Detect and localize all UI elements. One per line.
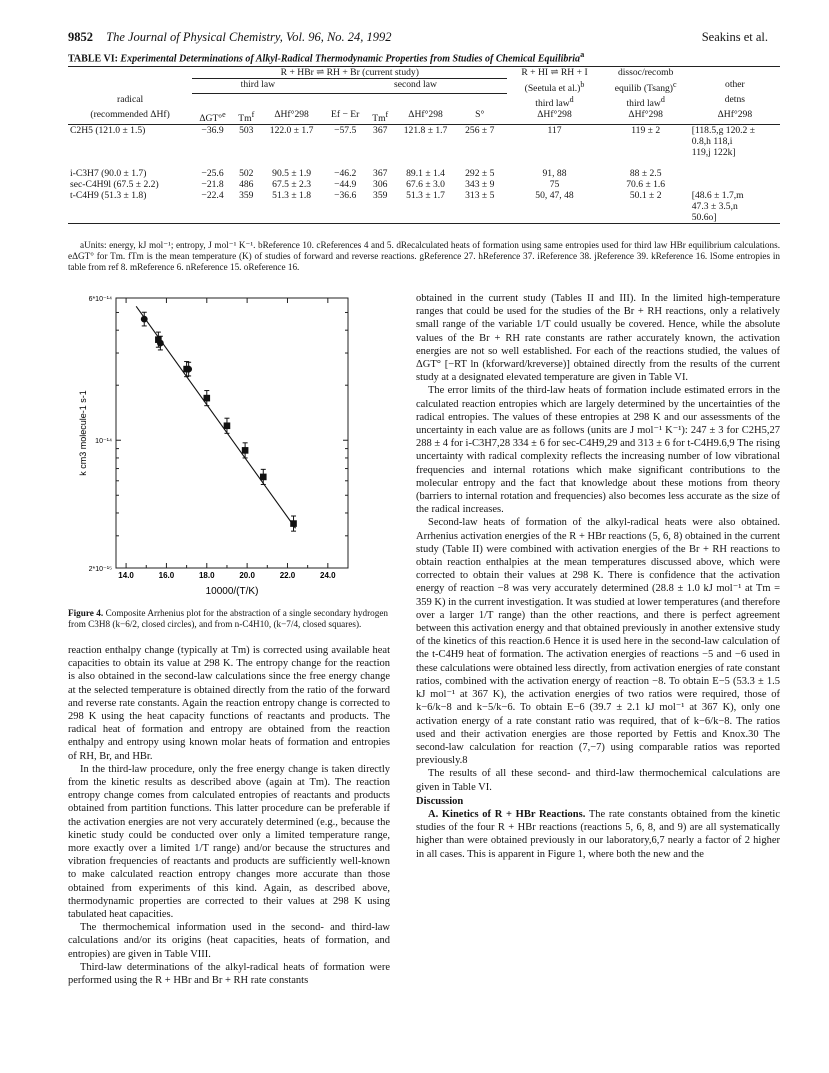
left-paragraph-2: In the third-law procedure, only the free energy change is taken directly from the kinetic results as described above (again at Tm). The reaction entropy change comes from calculated entropies of reactants and products obtained from partition functions. This latter procedure can be preferable if the activation energies are not very accurately determined (e.g., because the kinetic study could be conducted over only a limited temperature range, more exactly over a limited 1/T range) and/or because the structures and vibration frequencies of reactants and products are sufficiently well-known to make calculated reaction entropy changes more accurate than those obtained from experiments of this kind. Again, as described above, thermodynamic properties are corrected to their values at 298 K using tabulated heat capacities. xyxy=(68,763,390,921)
cell-seetula: 117 xyxy=(547,125,562,137)
table-caption: Experimental Determinations of Alkyl-Radical Thermodynamic Properties from Studies of Chemical Equilibria xyxy=(120,53,581,65)
cell-tsang: 119 ± 2 xyxy=(631,125,661,137)
thermo-table xyxy=(68,66,780,224)
header-radical: radical xyxy=(117,93,144,105)
cell-s: 313 ± 5 xyxy=(457,190,502,224)
y-tick-label: 10⁻¹⁴ xyxy=(95,438,112,446)
cell-tm1: 503 xyxy=(239,125,254,137)
data-point-circle xyxy=(141,316,148,323)
subsection-heading: A. Kinetics of R + HBr Reactions. xyxy=(428,808,586,820)
header-dh-third: ΔHf°298 xyxy=(260,109,324,125)
header-dh-second: ΔHf°298 xyxy=(394,109,458,125)
table-title xyxy=(68,50,778,64)
cell-dh2: 67.6 ± 3.0 xyxy=(406,179,445,191)
cell-dG: −22.4 xyxy=(192,190,233,224)
table-body xyxy=(68,125,780,224)
header-current-study: R + HBr ⇌ RH + Br (current study) xyxy=(192,67,507,79)
header-seetula-2: (Seetula et al.)$^b$ xyxy=(524,79,585,94)
running-head xyxy=(68,30,768,50)
cell-dh2: 89.1 ± 1.4 xyxy=(406,168,445,180)
cell-seetula: 75 xyxy=(549,179,560,191)
cell-seetula: 50, 47, 48 xyxy=(507,190,601,224)
plot-frame xyxy=(116,298,348,568)
cell-tsang: 70.6 ± 1.6 xyxy=(626,179,666,191)
right-paragraph-2: The error limits of the third-law heats of formation include estimated errors in the calculated reaction entropies which are largely determined by the uncertainties of the radical entropies. The values of these entropies at 298 K and our assessments of the uncertainty in each value are as follows (units are J mol⁻¹ K⁻¹): 247 ± 3 for C2H5,27 288 ± 4 for i-C3H7,28 334 ± 6 for sec-C4H9,29 and 313 ± 6 for t-C4H9.6,9 The rising uncertainty with radical complexity reflects the increasing number of low vibrational frequencies and internal rotations which make significant contributions to the molecular entropy and the fact that knowledge about these motions from theory (barriers to internal rotation and frequencies) also becomes less accurate as the size of the radical increases. xyxy=(416,385,780,516)
page-number: 9852 xyxy=(68,30,93,44)
cell-dh2: 51.3 ± 1.7 xyxy=(394,190,458,224)
cell-dG: −21.8 xyxy=(201,179,224,191)
x-tick-label: 14.0 xyxy=(118,571,134,580)
data-point-square xyxy=(155,336,162,343)
cell-e: −44.9 xyxy=(334,179,357,191)
cell-tm2: 359 xyxy=(367,190,394,224)
arrhenius-plot xyxy=(68,290,384,606)
cell-dh1: 51.3 ± 1.8 xyxy=(260,190,324,224)
header-tm-third: Tm$^f$ xyxy=(233,109,260,125)
cell-tm1: 486 xyxy=(239,179,254,191)
header-tsang-2: equilib (Tsang)$^c$ xyxy=(614,79,677,94)
header-tm-second: Tm$^f$ xyxy=(367,109,394,125)
figure-caption xyxy=(68,608,388,630)
header-dh-other: ΔHf°298 xyxy=(690,109,780,125)
x-tick-label: 18.0 xyxy=(198,571,215,580)
x-tick-label: 16.0 xyxy=(158,571,175,580)
cell-dh2: 121.8 ± 1.7 xyxy=(403,125,448,137)
data-point-square xyxy=(260,474,267,481)
other-line: 0.8,h 118,i xyxy=(691,136,733,148)
header-seetula-3: third law$^d$ xyxy=(535,94,574,109)
cell-other xyxy=(690,168,780,179)
figure-label: Figure 4. xyxy=(68,608,104,618)
left-paragraph-4: Third-law determinations of the alkyl-radical heats of formation were performed using the R + HBr and Br + RH rate constants xyxy=(68,961,390,987)
header-dG: ΔGT°$^e$ xyxy=(192,109,233,125)
table-row xyxy=(68,190,780,224)
cell-e: −57.5 xyxy=(334,125,357,137)
other-line: 47.3 ± 3.5,n xyxy=(691,201,738,213)
journal-title: The Journal of Physical Chemistry, Vol. 96, No. 24, 1992 xyxy=(106,30,392,44)
header-tsang-3: third law$^d$ xyxy=(626,94,665,109)
x-tick-label: 20.0 xyxy=(239,571,255,580)
cell-dh1: 122.0 ± 1.7 xyxy=(269,125,314,137)
data-point-square xyxy=(183,366,190,373)
cell-radical: t-C4H9 (51.3 ± 1.8) xyxy=(68,190,192,224)
cell-tsang: 88 ± 2.5 xyxy=(629,168,662,180)
right-paragraph-5 xyxy=(416,808,780,861)
cell-seetula: 91, 88 xyxy=(542,168,567,180)
y-tick-label: 2*10⁻¹⁵ xyxy=(88,566,112,573)
header-entropy: S° xyxy=(457,109,502,125)
data-point-square xyxy=(242,447,249,454)
cell-dh1: 90.5 ± 1.9 xyxy=(272,168,312,180)
cell-radical: C2H5 (121.0 ± 1.5) xyxy=(70,125,146,137)
header-third-law: third law xyxy=(192,79,323,94)
header-dh-tsang: ΔHf°298 xyxy=(602,109,690,125)
cell-tm1: 502 xyxy=(239,168,254,180)
left-column xyxy=(68,644,390,987)
cell-tsang: 50.1 ± 2 xyxy=(602,190,690,224)
cell-dh1: 67.5 ± 2.3 xyxy=(272,179,312,191)
cell-other xyxy=(690,190,780,224)
data-point-square xyxy=(290,520,297,527)
cell-tm1: 359 xyxy=(233,190,260,224)
table-label: TABLE VI: xyxy=(68,53,118,65)
header-dh-seetula: ΔHf°298 xyxy=(507,109,601,125)
header-other-2: detns xyxy=(724,93,745,105)
running-authors: Seakins et al. xyxy=(701,30,768,44)
right-paragraph-1: obtained in the current study (Tables II and III). In the limited high-temperature ranges that could be used for the studies of the Br + RH reactions, only a relatively small range of the variable 1/T could usually be covered. Hence, while the absolute values of the Br + RH rate constants are rather accurately known, the activation energies are not so well established. For each of the reactions studied, the values of ΔGT° [−RT ln (kforward/kreverse)] obtained directly from the results of the current study at a designated elevated temperature are given in Table VI. xyxy=(416,293,780,384)
x-axis-label: 10000/(T/K) xyxy=(205,586,259,597)
discussion-heading: Discussion xyxy=(416,795,464,807)
data-point-square xyxy=(203,395,210,402)
cell-other xyxy=(690,179,780,190)
cell-s: 256 ± 7 xyxy=(465,125,495,137)
cell-e: −36.6 xyxy=(324,190,367,224)
cell-dG: −36.9 xyxy=(201,125,224,137)
cell-other xyxy=(690,125,780,159)
figure-caption-text: Composite Arrhenius plot for the abstraction of a single secondary hydrogen from C3H8 (k−6/2, closed circles), and from n-C4H10, (k−7/4, closed squares). xyxy=(68,608,388,629)
other-line: 50.6o] xyxy=(691,212,717,224)
cell-tm2: 367 xyxy=(373,125,388,137)
right-paragraph-3: Second-law heats of formation of the alkyl-radical heats were also obtained. Arrhenius activation energies of the R + HBr reactions (5, 6, 8) obtained in the current study (Table II) were combined with activation energies of the Br + RH reactions to obtain reaction enthalpies at the mean temperatures discussed above, which were corrected to obtain their values at 298 K. There is confidence that the activation energy of reaction −8 was very accurately determined (28.8 ± 1.0 kJ mol⁻¹ at Tm = 359 K) in the current investigation. It was studied at lower temperatures (and therefore over a larger 1/T range) than the other reactions, and there is perfect agreement between this activation energy and that obtained previously in another extensive study of the kinetics of this reaction.6 Hence it is used here in the second-law calculation of the t-C4H9 heat of formation. The activation energies of reactions −5 and −6 used in these calculations were obtained less directly, from activation energies of rate constant ratios, combined with the activation energy of reaction −8. To obtain E−5 (53.3 ± 1.5 kJ mol⁻¹ at 367 K), the activation energies of two ratios were required, those of k−6/k−8 and k−5/k−6. To obtain E−6 (39.7 ± 2.1 kJ mol⁻¹ at 367 K), only one activation energy of a rate constant ratio was required, that of k−6/k−8. The ratios used and their activation energies are those reported by Fettis and Knox.30 The second-law calculation for reaction (7,−7) using comparable ratios was reported previously.8 xyxy=(416,517,780,767)
y-tick-label: 6*10⁻¹⁴ xyxy=(88,296,112,303)
table-row xyxy=(68,179,780,190)
cell-radical: i-C3H7 (90.0 ± 1.7) xyxy=(70,168,147,180)
plot-svg xyxy=(68,290,384,606)
right-paragraph-4: The results of all these second- and third-law thermochemical calculations are given in Table VI. xyxy=(416,768,780,793)
left-paragraph-3: The thermochemical information used in the second- and third-law calculations and/or its origins (heat capacities, heats of formation, and entropies) are given in Table VIII. xyxy=(68,922,390,960)
y-axis-label: k cm3 molecule-1 s-1 xyxy=(78,390,88,476)
data-point-square xyxy=(224,422,231,429)
table-row xyxy=(68,125,780,159)
header-ef-er: Ef − Er xyxy=(324,109,367,125)
table-footnotes: aUnits: energy, kJ mol⁻¹; entropy, J mol⁻¹ K⁻¹. bReference 10. cReferences 4 and 5. dRecalculated heats of formation using same entropies used for third law HBr equilibrium calculations. eΔGT° for Tm. fTm is the mean temperature (K) of studies of forward and reverse reactions. gReference 27. hReference 37. iReference 38. jReference 39. kReference 16. lSome entropies in table from ref 8. mReference 6. nReference 15. oReference 16. xyxy=(68,240,780,272)
x-tick-label: 24.0 xyxy=(320,571,336,580)
other-line: 119,j 122k] xyxy=(691,147,736,159)
cell-radical: sec-C4H9l (67.5 ± 2.2) xyxy=(70,179,159,191)
table-row xyxy=(68,168,780,179)
cell-e: −46.2 xyxy=(334,168,357,180)
other-line: [48.6 ± 1.7,m xyxy=(691,190,744,202)
header-second-law: second law xyxy=(324,79,508,94)
header-tsang-1: dissoc/recomb xyxy=(602,67,690,79)
cell-s: 292 ± 5 xyxy=(465,168,495,180)
header-other-1: other xyxy=(725,78,745,90)
header-recommended: (recommended ΔHf) xyxy=(68,109,192,125)
cell-dG: −25.6 xyxy=(201,168,224,180)
x-tick-label: 22.0 xyxy=(279,571,296,580)
cell-tm2: 367 xyxy=(373,168,388,180)
header-seetula-1: R + HI ⇌ RH + I xyxy=(507,67,601,79)
left-paragraph-1: reaction enthalpy change (typically at Tm) is corrected using available heat capacities to obtain its value at 298 K. The entropy change for the reaction is also obtained in the second-law calculations since the free energy change at the selected temperature is obtained directly from the ratio of the forward and reverse rate constants. Again the reaction entropy change is corrected to 298 K using the heat capacity functions of reactants and products. The radical heat of formation and entropy are obtained from the reaction enthalpy and entropy using known molar heats of formation and entropies of RH, Br, and HBr. xyxy=(68,645,390,762)
table-title-mark: a xyxy=(580,50,585,59)
cell-s: 343 ± 9 xyxy=(465,179,495,191)
cell-tm2: 306 xyxy=(373,179,388,191)
right-paragraph-5-text: The rate constants obtained from the kinetic studies of the four R + HBr reactions (reactions 5, 6, 8, and 9) are all systematically higher than were obtained previously in our laboratory,6,7 nearly a factor of 2 higher in all cases. This is apparent in Figure 1, where both the new and the xyxy=(416,808,781,860)
right-column xyxy=(416,292,780,861)
other-line: [118.5,g 120.2 ± xyxy=(691,125,756,137)
